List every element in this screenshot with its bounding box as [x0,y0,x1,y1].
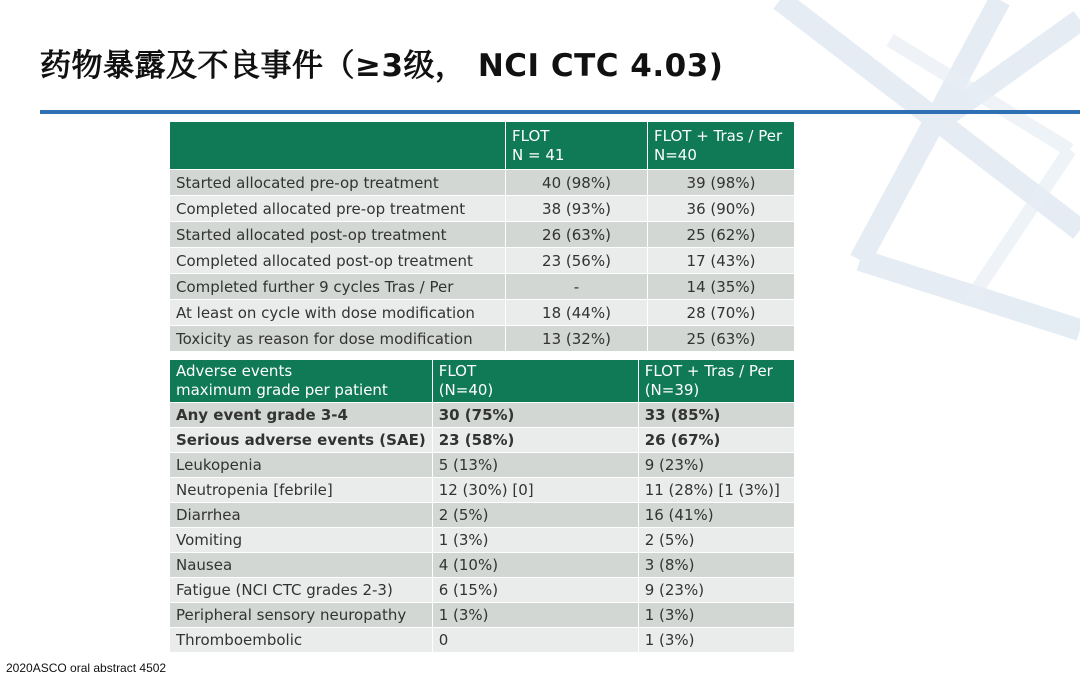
row-label: Started allocated pre-op treatment [170,170,506,196]
table-row [170,274,795,300]
table-row [170,578,795,603]
tras-value: 2 (5%) [638,528,794,553]
tras-value: 36 (90%) [648,196,795,222]
tras-value: 25 (62%) [648,222,795,248]
row-label: Completed allocated pre-op treatment [170,196,506,222]
header-tras-n: (N=39) [644,381,700,399]
table-header-row [170,360,795,403]
row-label: Diarrhea [170,503,433,528]
header-tras-n: N=40 [654,145,697,164]
flot-value: 1 (3%) [432,603,638,628]
row-label: Leukopenia [170,453,433,478]
table-row [170,553,795,578]
header-ae-sub: maximum grade per patient [176,381,388,399]
flot-value: 23 (56%) [506,248,648,274]
header-flot-n: N = 41 [512,145,565,164]
flot-value: 26 (63%) [506,222,648,248]
adverse-events-table [169,359,795,653]
header-flot-label: FLOT [438,362,477,380]
row-label: Nausea [170,553,433,578]
row-label: Neutropenia [febrile] [170,478,433,503]
row-label: Toxicity as reason for dose modification [170,326,506,352]
flot-value: 6 (15%) [432,578,638,603]
table-row [170,196,795,222]
table-row [170,603,795,628]
row-label: Any event grade 3-4 [170,403,433,428]
table-row [170,503,795,528]
header-cell-empty [170,122,506,170]
tras-value: 14 (35%) [648,274,795,300]
header-tras-label: FLOT + Tras / Per [644,362,773,380]
row-label: Completed further 9 cycles Tras / Per [170,274,506,300]
row-label: Vomiting [170,528,433,553]
table-row [170,248,795,274]
row-label: Thromboembolic [170,628,433,653]
tras-value: 28 (70%) [648,300,795,326]
row-label: Fatigue (NCI CTC grades 2-3) [170,578,433,603]
source-footnote: 2020ASCO oral abstract 4502 [6,661,167,675]
tras-value: 39 (98%) [648,170,795,196]
header-cell-adverse-events [170,360,433,403]
table-row [170,428,795,453]
tras-value: 9 (23%) [638,453,794,478]
tras-value: 11 (28%) [1 (3%)] [638,478,794,503]
table-row [170,222,795,248]
table-row [170,453,795,478]
title-divider [40,110,1080,114]
row-label: Completed allocated post-op treatment [170,248,506,274]
flot-value: 0 [432,628,638,653]
tras-value: 3 (8%) [638,553,794,578]
flot-value: 30 (75%) [432,403,638,428]
table-row [170,326,795,352]
header-ae-label: Adverse events [176,362,293,380]
tras-value: 33 (85%) [638,403,794,428]
tras-value: 25 (63%) [648,326,795,352]
flot-value: 38 (93%) [506,196,648,222]
flot-value: - [506,274,648,300]
drug-exposure-table [169,121,795,352]
header-tras-label: FLOT + Tras / Per [654,126,783,145]
tras-value: 1 (3%) [638,628,794,653]
table-row [170,628,795,653]
flot-value: 2 (5%) [432,503,638,528]
row-label: Serious adverse events (SAE) [170,428,433,453]
header-flot-label: FLOT [512,126,550,145]
tras-value: 17 (43%) [648,248,795,274]
tras-value: 16 (41%) [638,503,794,528]
header-cell-flot-tras-per [638,360,794,403]
flot-value: 40 (98%) [506,170,648,196]
tras-value: 26 (67%) [638,428,794,453]
table-row [170,478,795,503]
tras-value: 9 (23%) [638,578,794,603]
flot-value: 12 (30%) [0] [432,478,638,503]
header-cell-flot [506,122,648,170]
header-cell-flot [432,360,638,403]
row-label: Peripheral sensory neuropathy [170,603,433,628]
row-label: At least on cycle with dose modification [170,300,506,326]
flot-value: 1 (3%) [432,528,638,553]
slide-title: 药物暴露及不良事件（≥3级， NCI CTC 4.03) [40,48,724,84]
header-cell-flot-tras-per [648,122,795,170]
table-row [170,300,795,326]
flot-value: 18 (44%) [506,300,648,326]
flot-value: 4 (10%) [432,553,638,578]
flot-value: 23 (58%) [432,428,638,453]
row-label: Started allocated post-op treatment [170,222,506,248]
flot-value: 5 (13%) [432,453,638,478]
table-header-row [170,122,795,170]
table-row [170,403,795,428]
table-row [170,170,795,196]
table-row [170,528,795,553]
header-flot-n: (N=40) [438,381,494,399]
flot-value: 13 (32%) [506,326,648,352]
tras-value: 1 (3%) [638,603,794,628]
